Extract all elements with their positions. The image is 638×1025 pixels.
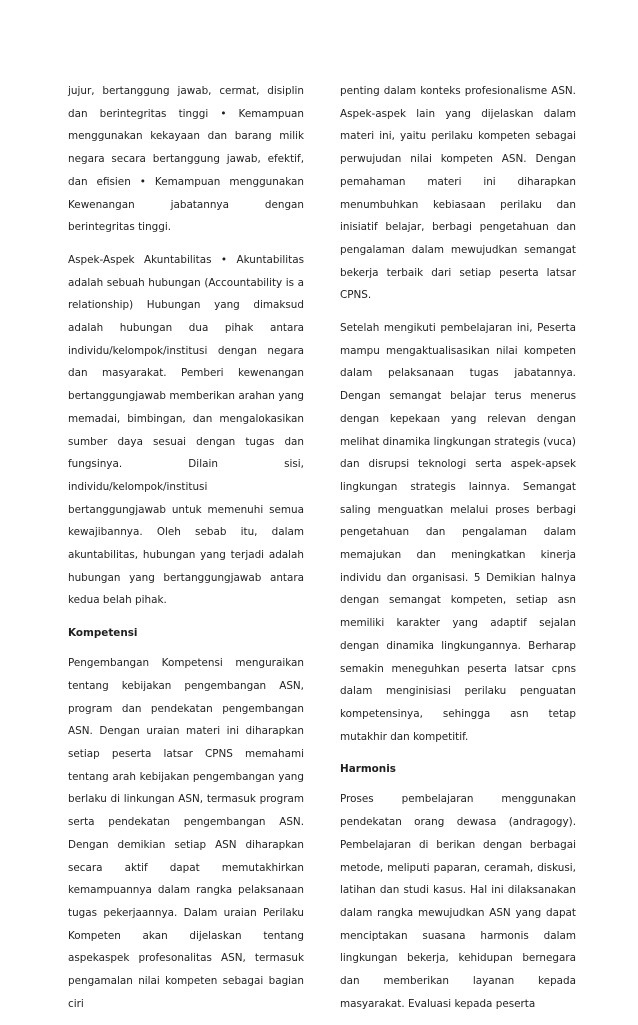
paragraph-profesionalisme: penting dalam konteks profesionalisme ASN. Aspek-aspek lain yang dijelaskan dalam materi ini, yaitu perilaku kompeten sebagai perwujudan nilai kompeten ASN. Dengan pemahaman materi ini diharapkan menumbuhkan kebiasaan perilaku dan inisiatif belajar, berbagi pengetahuan dan pengalaman dalam mewujudkan semangat bekerja terbaik dari setiap peserta latsar CPNS. [340,85,576,302]
paragraph-integritas: jujur, bertanggung jawab, cermat, disiplin dan berintegritas tinggi • Kemampuan menggunakan kekayaan dan barang milik negara secara bertanggung jawab, efektif, dan efisien • Kemampuan menggunakan Kewenangan jabatannya dengan berintegritas tinggi. [68,85,304,234]
heading-kompetensi: Kompetensi [68,627,138,640]
paragraph-proses-pembelajaran: Proses pembelajaran menggunakan pendekatan orang dewasa (andragogy). Pembelajaran di berikan dengan berbagai metode, meliputi paparan, ceramah, diskusi, latihan dan studi kasus. Hal ini dilaksanakan dalam rangka mewujudkan ASN yang dapat menciptakan suasana harmonis dalam lingkungan bekerja, kehidupan bernegara dan memberikan layanan kepada masyarakat. Evaluasi kepada peserta [340,793,576,1010]
paragraph-setelah-pembelajaran: Setelah mengikuti pembelajaran ini, Peserta mampu mengaktualisasikan nilai kompeten dalam pelaksanaan tugas jabatannya. Dengan semangat belajar terus menerus dengan kepekaan yang relevan dengan melihat dinamika lingkungan strategis (vuca) dan disrupsi teknologi serta aspek-apsek lingkungan strategis lainnya. Semangat saling menguatkan melalui proses berbagi pengetahuan dan pengalaman dalam memajukan dan meningkatkan kinerja individu dan organisasi. 5 Demikian halnya dengan semangat kompeten, setiap asn memiliki karakter yang adaptif sejalan dengan dinamika lingkungannya. Berharap semakin meneguhkan peserta latsar cpns dalam menginisiasi perilaku penguatan kompetensinya, sehingga asn tetap mutakhir dan kompetitif. [340,322,576,743]
right-column [340,80,576,1025]
left-column [68,80,304,1025]
paragraph-aspek-akuntabilitas: Aspek-Aspek Akuntabilitas • Akuntabilitas adalah sebuah hubungan (Accountability is a relationship) Hubungan yang dimaksud adalah hubungan dua pihak antara individu/kelompok/institusi dengan negara dan masyarakat. Pemberi kewenangan bertanggungjawab memberikan arahan yang memadai, bimbingan, dan mengalokasikan sumber daya sesuai dengan tugas dan fungsinya. Dilain sisi, individu/kelompok/institusi bertanggungjawab untuk memenuhi semua kewajibannya. Oleh sebab itu, dalam akuntabilitas, hubungan yang terjadi adalah hubungan yang bertanggungjawab antara kedua belah pihak. [68,253,304,607]
heading-harmonis: Harmonis [340,763,396,776]
paragraph-pengembangan-kompetensi: Pengembangan Kompetensi menguraikan tentang kebijakan pengembangan ASN, program dan pendekatan pengembangan ASN. Dengan uraian materi ini diharapkan setiap peserta latsar CPNS memahami tentang arah kebijakan pengembangan yang berlaku di linkungan ASN, termasuk program serta pendekatan pengembangan ASN. Dengan demikian setiap ASN diharapkan secara aktif dapat memutakhirkan kemampuannya dalam rangka pelaksanaan tugas pekerjaannya. Dalam uraian Perilaku Kompeten akan dijelaskan tentang aspekaspek profesonalitas ASN, termasuk pengamalan nilai kompeten sebagai bagian ciri [68,657,304,1010]
